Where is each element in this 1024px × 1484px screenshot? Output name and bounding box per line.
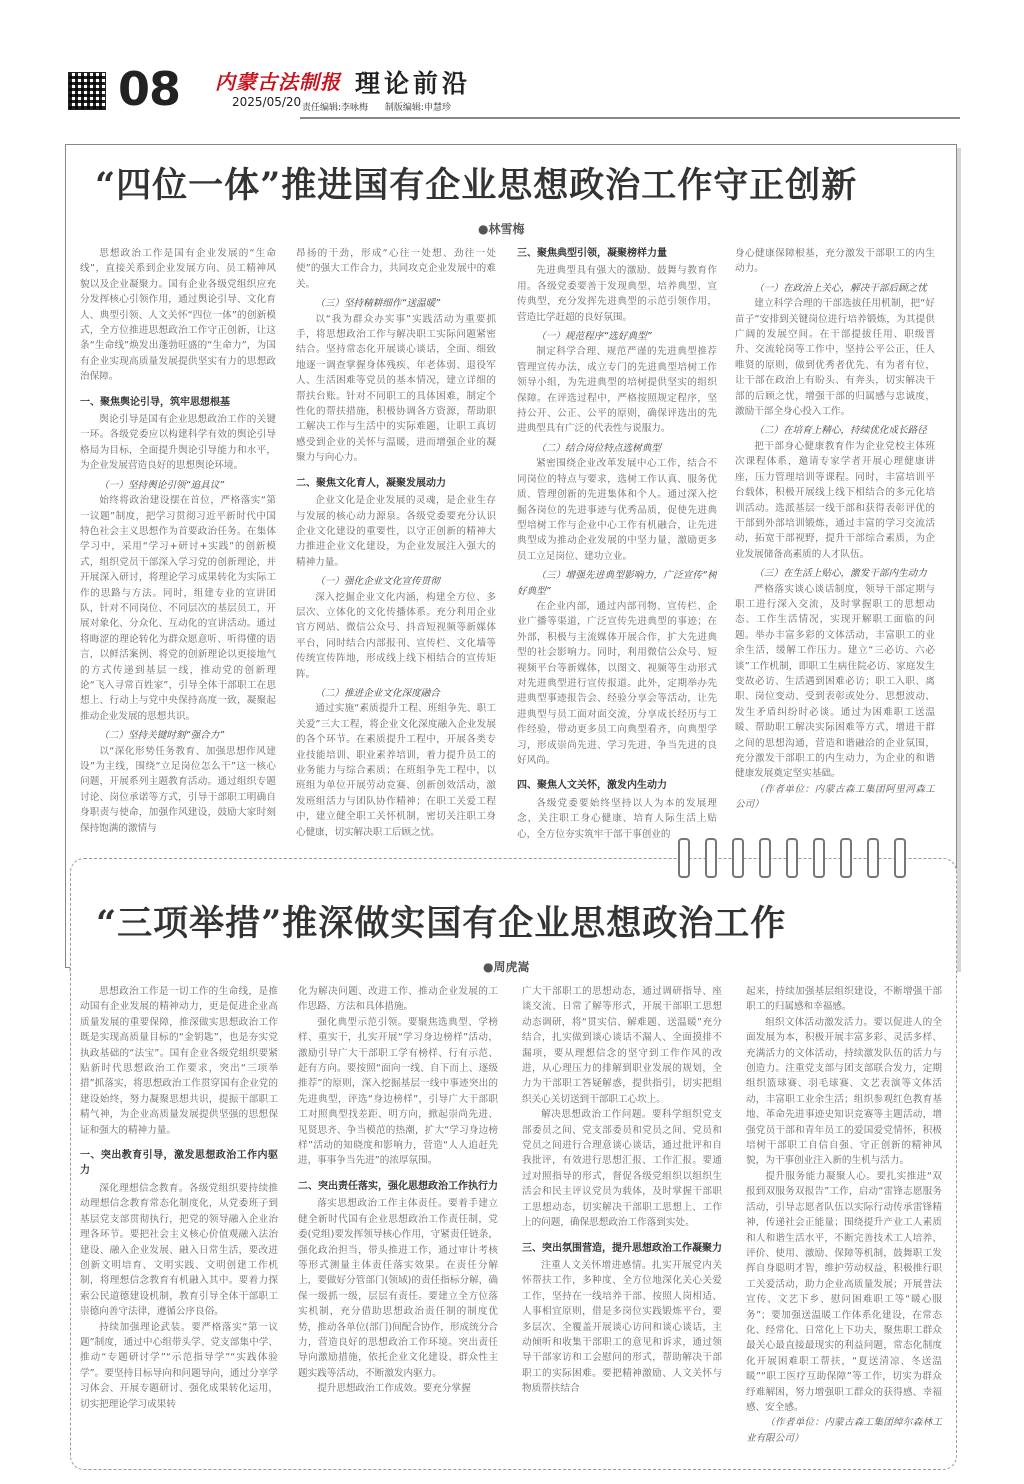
paragraph: 提升服务能力凝聚人心。要扎实推进“双报到双服务双报告”工作，启动“雷锋志愿服务活动，引导志愿者队伍以实际行动传承雷锋精神，传递社会正能量；围绕提升产业工人素质和人和谐生活水平，不断完善技术工人培养、评价、使用、激励、保障等机制，鼓舞职工发挥自身聪明才智，维护劳动权益，积极推行职工关爱活动，助力企业高质量发展；开展普法宣传、文艺下乡、慰问困难职工等“暖心服务”；要加强送温暖工作体系化建设，在常态化、经常化、日常化上下功夫，聚焦职工群众最关心最直接最现实的利益问题，常态化制度化开展困难职工帮扶，“夏送清凉、冬送温暖”“职工医疗互助保障”等工作，切实为群众纾难解困，努力增强职工群众的获得感、幸福感、安全感。 [746,1170,942,1413]
subheading: （一）规范程序“选好典型” [536,331,652,343]
paragraph: 身心健康保障根基，充分激发干部职工的内生动力。 [735,248,935,275]
paragraph: 在企业内部，通过内部刊物、宣传栏、企业广播等渠道，广泛宣传先进典型的事迹；在外部，积极与主流媒体开展合作，扩大先进典型的社会影响力。同时，利用微信公众号、短视频平台等新媒体，以图文、视频等生动形式对先进典型进行宣传报道。此外，定期举办先进典型事迹报告会、经验分享会等活动，让先进典型与员工面对面交流，分享成长经历与工作经验，带动更多员工向典型看齐，向典型学习，形成崇尚先进、学习先进、争当先进的良好风尚。 [517,600,717,766]
paragraph: 广大干部职工的思想动态，通过调研指导、座谈交流、日常了解等形式，开展干部职工思想动态调研，将“贯实信、解难题、送温暖”充分结合，扎实做到谈心谈话不漏人、全面摸排不漏项，要从理想信念的坚守到工作作风的改进，从心理压力的排解到职业发展的规划，全力为干部职工答疑解惑，提供指引，切实把组织关心关切送到干部职工心坎上。 [522,986,722,1105]
section-heading: 一、聚焦舆论引导，筑牢思想根基 [80,396,230,408]
article-2-title: “三项举措”推深做实国有企业思想政治工作 [96,903,787,944]
article-1-title: “四位一体”推进国有企业思想政治工作守正创新 [95,165,858,206]
paragraph: 始终将政治建设摆在首位，严格落实“第一议题”制度，把学习贯彻习近平新时代中国特色社会主义思想作为首要政治任务。在集体学习中，采用“学习+研讨+实践”的创新模式，组织党员干部深入学习党的创新理论，并开展深入研讨，将理论学习成果转化为实际工作的思路与方法。同时，组建专业的宣讲团队，针对不同岗位、不同层次的基层员工，开展对象化、分众化、互动化的宣讲活动。通过将晦涩的理论转化为群众愿意听、听得懂的语言，以鲜活案例、将党的创新理论以更接地气的方式传递到基层一线，推动党的创新理论“飞入寻常百姓家”，引导全体干部职工在思想上、行动上与党中央保持高度一致，凝聚起推动企业发展的思想共识。 [80,495,276,722]
subheading: （一）坚持舆论引领“追具议” [99,479,225,491]
page-number: 08 [118,62,181,116]
paragraph: 起来，持续加强基层组织建设，不断增强干部职工的归属感和幸福感。 [746,986,942,1013]
article-1-author: ●林雪梅 [478,222,525,236]
paragraph: 严格落实谈心谈话制度，领导干部定期与职工进行深入交流，及时掌握职工的思想动态、工作生活情况，实现开解职工面临的问题。举办丰富多彩的文体活动，丰富职工的业余生活，缓解工作压力。建立“三必访、六必谈”工作机制，即职工生病住院必访、家庭发生变故必访、生活遇到困难必访；职工入职、离职、岗位变动、受到表彰或处分、思想波动、发生矛盾纠纷时必谈。通过为困难职工送温暖、帮助职工解决实际困难等方式，增进干群之间的思想沟通，营造和谐融洽的企业氛围，充分激发干部职工的内生动力，为企业的和谐健康发展奠定坚实基础。 [735,583,935,780]
paragraph: 先进典型具有强大的激励、鼓舞与教育作用。各级党委要善于发现典型、培养典型、宣传典型，充分发挥先进典型的示范引领作用，营造比学赶超的良好氛围。 [517,265,717,323]
subheading: （二）在培育上精心，持续优化成长路径 [754,425,927,437]
paragraph: 思想政治工作是一切工作的生命线，是推动国有企业发展的精神动力，更是促进企业高质量发展的重要保障，推深做实思想政治工作既是实现高质量目标的“金钥匙”，也是夯实党执政基础的“法宝”。国有企业各级党组织要紧贴新时代思想政治工作要求，突出“三项举措”抓落实，将思想政治工作贯穿国有企业党的建设始终，努力凝聚思想共识，提振干部职工精气神，为企业高质量发展提供坚强的思想保证和强大的精神力量。 [80,986,278,1136]
section-heading: 二、聚焦文化育人，凝聚发展动力 [296,477,446,489]
paragraph: 组织文体活动激发活力。要以促进人的全面发展为本，积极开展丰富多彩、灵活多样、充满活力的文体活动，持续激发队伍的活力与创造力。注重党支部与团支部联合发力，定期组织篮球赛、羽毛球赛、文艺表演等文体活动，丰富职工业余生活；组织参观红色教育基地、革命先进事迹史知识竞赛等主题活动，增强党员干部和青年员工的爱国爱党情怀，积极培树干部职工自信自强、守正创新的精神风貌，为干事创业注入新的生机与活力。 [746,1016,942,1167]
author-affiliation: （作者单位：内蒙古森工集团阿里河森工公司） [735,783,935,811]
paragraph: 落实思想政治工作主体责任。要着手建立健全新时代国有企业思想政治工作责任制，党委(党组)要发挥领导核心作用，守紧责任链条，强化政治担当，带头推进工作，通过审计考核等形式测量主体责任落实效果。在责任分解上，要做好分管部门(领域)的责任指标分解，确保一级抓一级，层层有责任。要建立全方位落实机制，充分借助思想政治责任制的制度优势，推动各单位(部门)间配合协作，形成统分合力，营造良好的思想政治工作环境。突出责任导向激励措施，依托企业文化建设、群众性主题实践等活动，不断激发内驱力。 [298,1198,498,1379]
article-2-column-1 [80,984,278,1460]
article-2-column-3 [522,984,722,1460]
paragraph: 建立科学合理的干部选拔任用机制，把“好苗子”安排到关键岗位进行培养锻炼，为其提供广阔的发展空间。在干部提拔任用、职级晋升、交流轮岗等工作中，坚持公平公正，任人唯贤的原则，做到优秀者优先、有为者有位，让干部在政治上有盼头、有奔头，切实解决干部的后顾之忧，增强干部的归属感与忠诚度，激励干部全身心投入工作。 [735,298,935,418]
paragraph: 通过实施“素质提升工程、班组争先、职工关爱”三大工程，将企业文化深度融入企业发展的各个环节。在素质提升工程中，开展各类专业技能培训、职业素养培训，着力提升员工的业务能力与综合素质；在班组争先工程中，以班组为单位开展劳动竞赛、创新创效活动，激发班组活力与团队协作精神；在职工关爱工程中，建立健全职工关怀机制，密切关注职工身心健康，切实解决职工后顾之忧。 [296,703,496,838]
paragraph: 化为解决问题、改进工作、推动企业发展的工作思路、方法和具体措施。 [298,986,498,1013]
section-title: 理论前沿 [355,69,472,98]
paragraph: 提升思想政治工作成效。要充分掌握 [317,1383,471,1395]
paragraph: 舆论引导是国有企业思想政治工作的关键一环。各级党委应以构建科学有效的舆论引导格局为目标，全面提升舆论引导能力和水平，为企业发展营造良好的思想舆论环境。 [80,414,276,472]
paragraph: 紧密围绕企业改革发展中心工作，结合不同岗位的特点与要求，选树工作认真、服务优质、管理创新的先进集体和个人。通过深入挖掘各岗位的先进事迹与优秀品质，促使先进典型培树工作与企业中心工作有机融合，让先进典型成为推动企业发展的中坚力量，激励更多员工立足岗位、建功立业。 [517,458,717,562]
subheading: （三）增强先进典型影响力，广泛宣传“树好典型” [517,570,717,597]
article-2-author: ●周虎嵩 [483,960,530,974]
paragraph: 制定科学合理、规范严谨的先进典型推荐管理宣传办法，成立专门的先进典型培树工作领导小组，为先进典型的培树提供坚实的组织保障。在评选过程中，严格按照规定程序，坚持公开、公正、公平的原则，确保评选出的先进典型具有广泛的代表性与说服力。 [517,346,717,435]
editor-credits [302,100,465,113]
section-heading: 三、聚焦典型引领，凝聚榜样力量 [517,248,667,259]
masthead [0,0,1024,130]
newspaper-logo: 内蒙古法制报 [215,70,341,94]
subheading: （三）在生活上贴心，激发干部内生动力 [754,568,927,580]
subheading: （一）强化企业文化宣传贯彻 [315,576,440,588]
paragraph: 昂扬的干劲，形成“心往一处想、劲往一处使”的强大工作合力，共同攻克企业发展中的难关。 [296,248,496,290]
subheading: （三）坚持精耕细作“送温暖” [315,298,441,310]
section-heading: 三、突出氛围营造，提升思想政治工作凝聚力 [522,1242,722,1254]
responsible-editor: 责任编辑:李咏梅 [302,103,369,113]
article-1-column-2 [296,246,496,946]
paragraph: 注重人文关怀增进感情。扎实开展党内关怀帮扶工作，多种度、全方位地深化关心关爱工作，坚持在一线培养干部、按照人岗相适、人事相宜原则，借是多岗位实践锻炼平台，要多层次、全覆盖开展谈心访问和谈心谈话，主动倾听和收集干部职工的意见和诉求，通过领导干部家访和工会慰问的形式，帮助解决干部职工的实际困难。要把精神激励、人文关怀与物质帮扶结合 [522,1259,722,1395]
header-rule [300,117,960,119]
section-heading: 一、突出教育引导，激发思想政治工作内驱力 [80,1150,278,1177]
issue-date: 2025/05/20 [232,95,302,109]
paragraph: 以“深化形势任务教育、加强思想作风建设”为主线，围绕“立足岗位怎么干”这一核心问题，开展系列主题教育活动。通过组织专题讨论、岗位承诺等方式，引导干部职工明确自身职责与使命，加强作风建设，鼓励大家时刻保持饱满的激情与 [80,745,276,834]
paragraph: 深化理想信念教育。各级党组织要持续推动理想信念教育常态化制度化，从党委班子到基层党支部贯彻执行，把党的领导融入企业治理各环节。要把社会主义核心价值观融入法治建设、融入企业发展、融入日常生活，要改进创新文明培育、文明实践、文明创建工作机制，将理想信念教育有机融入其中。要着力探索公民道德建设机制，教育引导全体干部职工崇德向善守法律，遵循公序良俗。 [80,1182,278,1318]
article-1-column-1 [80,246,276,946]
paragraph: 解决思想政治工作问题。要科学组织党支部委员之间、党支部委员和党员之间、党员和党员之间进行合理意谈心谈话，通过批评和自我批评，有效进行思想汇报、工作汇报。要通过对照指导的形式，督促各级党组织以组织生活会和民主评议党员为载体，及时掌握干部职工思想动态，切实解决干部职工思想上、工作上的问题，确保思想政治工作落到实处。 [522,1109,722,1229]
author-affiliation: （作者单位：内蒙古森工集团绰尔森林工业有限公司） [746,1417,942,1444]
layout-editor: 制版编辑:申慧珍 [384,103,451,113]
subheading: （二）结合岗位特点选树典型 [536,442,661,454]
subheading: （二）推进企业文化深度融合 [315,687,440,699]
paragraph: 强化典型示范引领。要聚焦选典型、学榜样、重实干，扎实开展“学习身边榜样”活动，激励引导广大干部职工学有榜样、行有示范、赶有方向。要按照“面向一线、自下而上、逐级推荐”的原则，深入挖掘基层一线中事迹突出的先进典型，评选“身边榜样”，引导广大干部职工对照典型找差距、明方向，掀起崇尚先进、见贤思齐、争当模范的热潮，扩大“学习身边榜样”活动的知晓度和影响力，营造“人人追赶先进，事事争当先进”的浓厚氛围。 [298,1016,498,1167]
article-2-column-2 [298,984,498,1460]
qr-code-icon [68,72,106,110]
paragraph: 以“我为群众办实事”实践活动为重要抓手，将思想政治工作与解决职工实际问题紧密结合。坚持常态化开展谈心谈话，全面、细致地逐一调查掌握身体残疾、年老体弱、退役军人、生活困难等党员的基本情况，建立详细的帮扶台账。针对不同职工的具体困难，制定个性化的帮扶措施，积极协调各方资源，帮助职工解决工作与生活中的实际难题，让职工真切感受到企业的关怀与温暖，进而增强企业的凝聚力与向心力。 [296,313,496,464]
paragraph: 深入挖掘企业文化内涵，构建全方位、多层次、立体化的文化传播体系。充分利用企业官方网站、微信公众号、抖音短视频等新媒体平台，同时结合内部报刊、宣传栏、文化墙等传统宣传阵地，形成线上线下相结合的宣传矩阵。 [296,591,496,680]
article-2-column-4 [746,984,942,1460]
subheading: （一）在政治上关心，解决干部后顾之忧 [754,282,927,294]
paragraph: 各级党委要始终坚持以人为本的发展理念，关注职工身心健康、培育人际生活上贴心，全方位夯实筑牢干部干事创业的 [517,797,717,840]
paragraph: 企业文化是企业发展的灵魂，是企业生存与发展的核心动力源泉。各级党委要充分认识企业文化建设的重要性，以守正创新的精神大力推进企业文化建设，为企业发展注入强大的精神力量。 [296,495,496,568]
paragraph: 持续加强理论武装。要严格落实“第一议题”制度，通过中心组带头学、党支部集中学、推动“专题研讨学”“示范指导学”“实践体验学”。要坚持目标导向和问题导向，通过分享学习体会、开展专题研讨、强化成果转化运用，切实把理论学习成果转 [80,1321,278,1410]
subheading: （二）坚持关键时刻“强合力” [99,730,225,742]
section-heading: 二、突出责任落实，强化思想政治工作执行力 [298,1180,498,1192]
paragraph: 把干部身心健康教育作为企业党校主体班次课程体系，邀请专家学者开展心理健康讲座，压力管理培训等课程。同时，丰富培训平台载体，积极开展线上线下相结合的多元化培训活动。选派基层一线干部和获得表彰评优的干部到外部培训锻炼，通过丰富的学习交流活动，拓宽干部视野，提升干部综合素质，为企业发展储备高素质的人才队伍。 [735,440,935,560]
section-heading: 四、聚焦人文关怀，激发内生动力 [517,780,667,792]
binder-rings [678,838,921,878]
paragraph: 思想政治工作是国有企业发展的“生命线”，直接关系到企业发展方向、员工精神风貌以及企业凝聚力。国有企业各级党组织应充分发挥核心引领作用，通过舆论引导、文化育人、典型引领、人文关怀“四位一体”的创新模式，全方位推进思想政治工作守正创新，让这条“生命线”焕发出蓬勃旺盛的“生命力”，为国有企业实现高质量发展提供坚实有力的思想政治保障。 [80,248,276,383]
